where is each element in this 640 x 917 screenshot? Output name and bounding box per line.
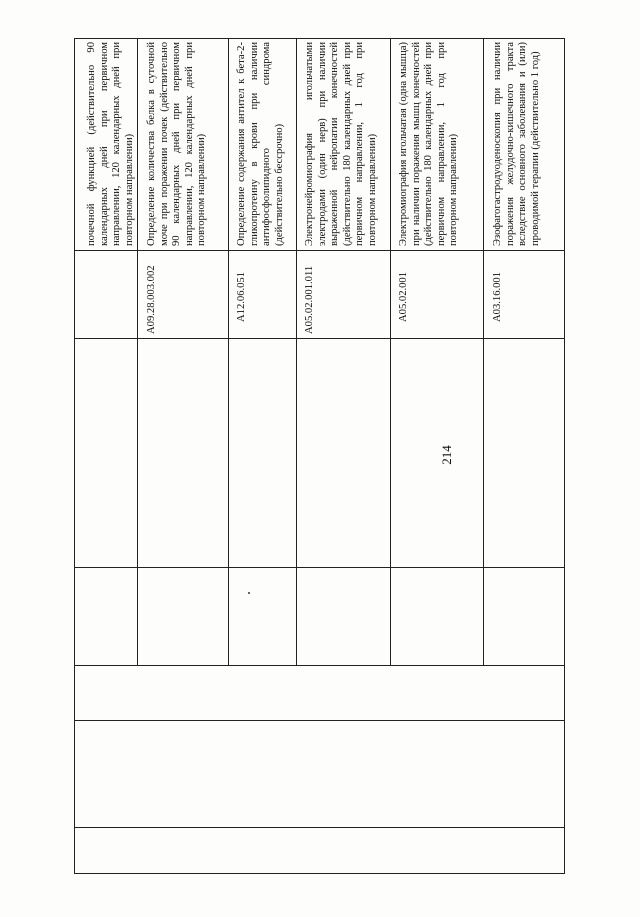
table-rule [74,665,565,666]
table-rule [74,827,565,828]
row-5-description: Электромиография игольчатая (одна мышца) при наличии поражения мышц конечностей (действительно 180 календарных дней при первичном направлении, 1 год при повторном направлении) [398,42,460,246]
row-divider [296,38,297,665]
row-3-description: Определение содержания антител к бета-2-гликопротеину в крови при наличии антифосфолипидного синдрома (действительно бессрочно) [236,42,285,246]
table-rule [74,720,565,721]
row-divider [137,38,138,665]
row-divider [390,38,391,665]
column-divider [74,250,565,251]
row-6-description: Эзофагогастродуоденоскопия при наличии поражения желудочно-кишечного тракта вследствие основного заболевания и (или) проводимой терапии (действительно 1 год) [492,42,541,246]
row-2-description: Определение количества белка в суточной моче при поражении почек (действительно 90 календарных дней при первичном направлении, 120 календарных дней при повторном направлении) [146,42,208,246]
row-4-description: Электронейромиография игольчатыми электродами (один нерв) при наличии выраженной нейропатии конечностей (действительно 180 календарных дней при первичном направлении, 1 год при повторном направлении) [304,42,378,246]
column-divider [74,338,565,339]
row-4-code: A05.02.001.011 [304,265,315,334]
scan-speck [248,592,250,594]
row-3-code: A12.06.051 [236,271,247,322]
row-2-code: A09.28.003.002 [146,265,157,334]
row-6-code: A03.16.001 [492,271,503,322]
row-5-code: A05.02.001 [398,271,409,322]
page-number: 214 [438,445,454,465]
row-divider [483,38,484,665]
column-divider [74,567,565,568]
row-divider [228,38,229,665]
row-1-description: почечной функцией (действительно 90 календарных дней при первичном направлении, 120 календарных дней при повторном направлении) [86,42,135,246]
